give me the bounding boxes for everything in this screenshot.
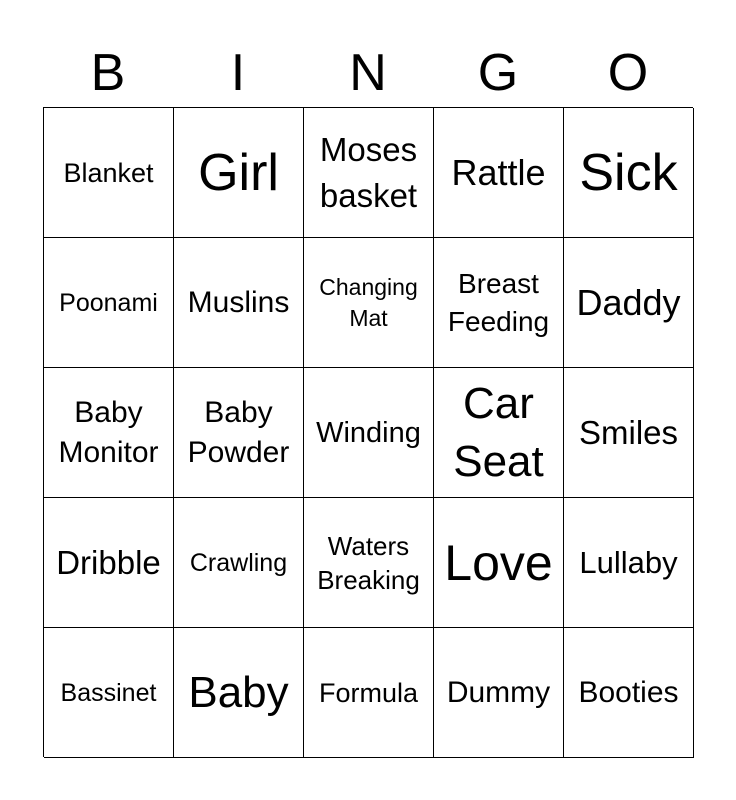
bingo-cell[interactable] (304, 238, 434, 368)
cell-text: Sick (579, 143, 678, 202)
header-letter-i: I (230, 44, 246, 102)
cell-text: Baby Monitor (58, 395, 159, 469)
cell-text: Girl (198, 143, 279, 202)
bingo-cell[interactable] (434, 628, 564, 758)
bingo-cell[interactable] (434, 238, 564, 368)
header-letter-b: B (90, 44, 126, 102)
bingo-cell[interactable] (44, 238, 174, 368)
bingo-cell[interactable] (304, 628, 434, 758)
header-letter-o: O (607, 44, 649, 102)
cell-text: Moses basket (319, 130, 418, 214)
bingo-header (43, 40, 693, 106)
bingo-cell[interactable] (564, 498, 694, 628)
cell-text: Baby Powder (187, 395, 290, 469)
bingo-cell[interactable] (304, 498, 434, 628)
bingo-cell[interactable] (174, 498, 304, 628)
cell-text: Booties (578, 675, 679, 709)
bingo-cell[interactable] (564, 238, 694, 368)
cell-text: Smiles (578, 413, 679, 451)
cell-text: Dummy (446, 675, 551, 709)
bingo-cell[interactable] (304, 108, 434, 238)
cell-text: Baby (188, 667, 289, 717)
cell-text: Daddy (576, 281, 681, 323)
cell-text: Car Seat (453, 378, 544, 486)
cell-text: Waters Breaking (317, 530, 420, 595)
cell-text: Winding (316, 416, 421, 449)
cell-text: Breast Feeding (447, 267, 550, 337)
header-letter-g: G (477, 44, 519, 102)
bingo-cell[interactable] (44, 368, 174, 498)
header-letter-n: N (349, 44, 387, 102)
cell-text: Muslins (187, 285, 290, 319)
cell-text: Blanket (63, 157, 154, 188)
bingo-cell[interactable] (564, 368, 694, 498)
bingo-grid (43, 107, 693, 757)
cell-text: Poonami (59, 288, 158, 317)
cell-text: Lullaby (579, 544, 678, 580)
bingo-cell[interactable] (304, 368, 434, 498)
bingo-cell[interactable] (174, 628, 304, 758)
bingo-cell[interactable] (44, 628, 174, 758)
cell-text: Crawling (189, 548, 288, 577)
bingo-cell[interactable] (434, 368, 564, 498)
bingo-cell[interactable] (564, 108, 694, 238)
cell-text: Changing Mat (319, 273, 418, 331)
bingo-cell[interactable] (44, 108, 174, 238)
bingo-cell[interactable] (434, 498, 564, 628)
cell-text: Love (444, 534, 553, 591)
cell-text: Formula (318, 677, 419, 708)
bingo-cell[interactable] (174, 108, 304, 238)
cell-text: Bassinet (60, 678, 157, 707)
bingo-cell[interactable] (174, 238, 304, 368)
bingo-cell[interactable] (174, 368, 304, 498)
cell-text: Dribble (56, 543, 161, 581)
cell-text: Rattle (451, 151, 546, 193)
bingo-cell[interactable] (44, 498, 174, 628)
bingo-cell[interactable] (434, 108, 564, 238)
bingo-cell[interactable] (564, 628, 694, 758)
